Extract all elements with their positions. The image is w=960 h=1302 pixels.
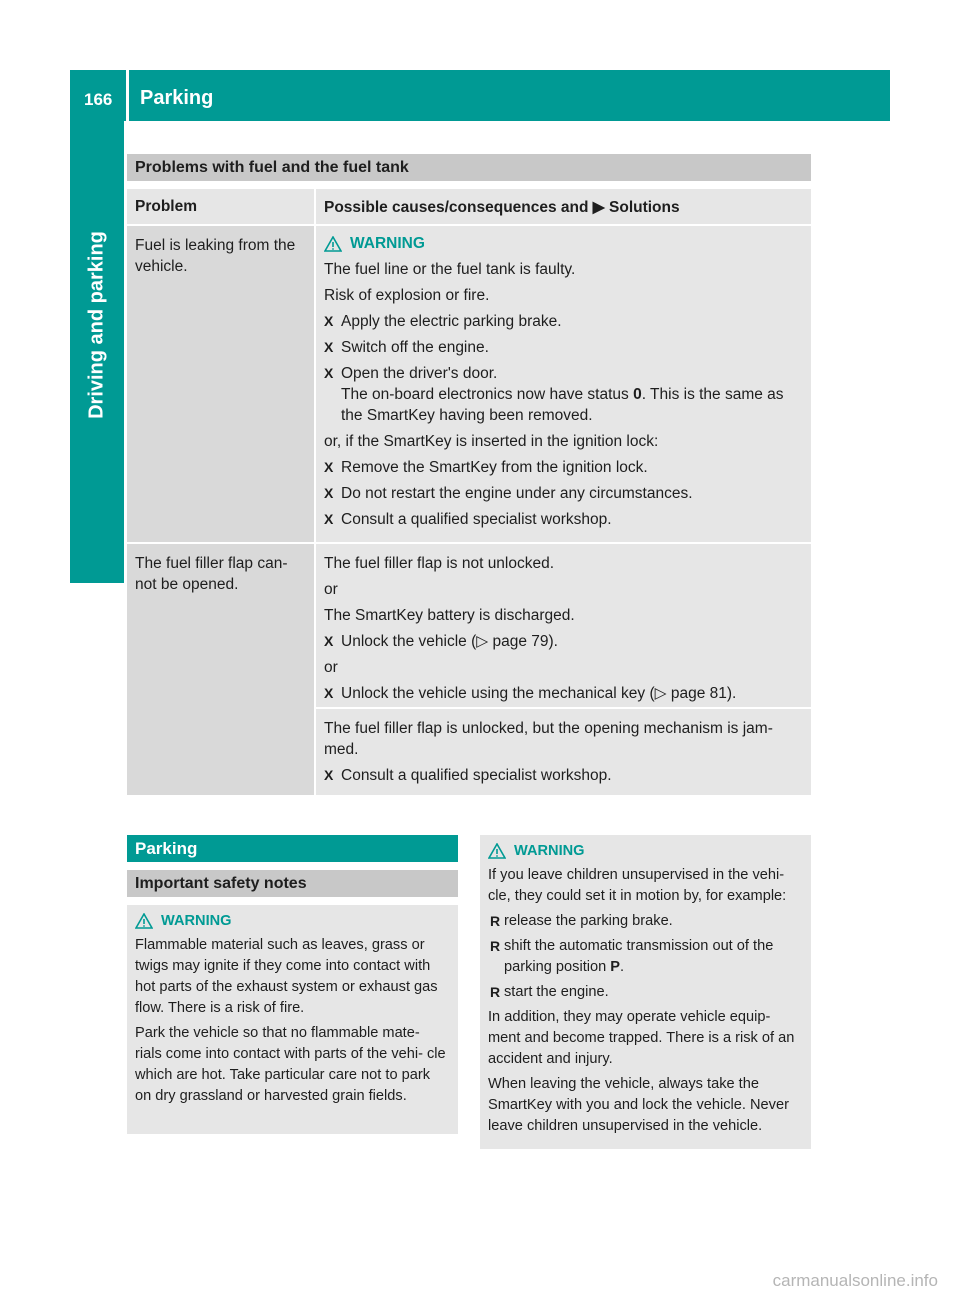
consequence-text: Risk of explosion or fire.	[324, 287, 490, 304]
cause-text: The fuel filler flap is not unlocked.	[324, 555, 555, 572]
problem-cell-filler-flap: The fuel filler flap can- not be opened.	[127, 544, 314, 795]
list-item-text: start the engine.	[504, 984, 609, 1000]
step-text: Do not restart the engine under any circumstances.	[341, 485, 693, 502]
chapter-marker-square	[70, 529, 124, 583]
list-item	[488, 911, 803, 932]
step-item	[324, 765, 803, 786]
column-header-solutions: Possible causes/consequences and ▶ Solutions	[316, 189, 811, 224]
warning-box-fire	[127, 905, 458, 1134]
cause-text: The fuel filler flap is unlocked, but the opening mechanism is jam- med.	[324, 720, 773, 758]
step-item	[324, 337, 803, 358]
step-marker: X	[324, 485, 334, 501]
column-header-problem: Problem	[127, 189, 314, 224]
solution-cell-filler-flap-jammed	[316, 709, 811, 795]
step-marker: X	[324, 339, 334, 355]
section-title-parking: Parking	[127, 835, 458, 862]
step-text: Remove the SmartKey from the ignition lock.	[341, 459, 648, 476]
list-item	[488, 982, 803, 1003]
warning-label: WARNING	[350, 235, 425, 252]
warning-text: In addition, they may operate vehicle equip- ment and become trapped. There is a risk of an accident and injury.	[488, 1009, 795, 1067]
warning-text: Park the vehicle so that no flammable mate- rials come into contact with parts of the vehi- cle which are hot. Take particular care not to park on dry grassland or harvested grain fields.	[135, 1025, 446, 1104]
chapter-side-tab	[70, 121, 124, 529]
warning-label: WARNING	[514, 843, 585, 859]
gear-position: P	[610, 959, 621, 975]
step-item	[324, 311, 803, 332]
page-header	[70, 70, 890, 121]
list-item	[488, 936, 803, 978]
step-item	[324, 683, 803, 704]
warning-heading	[324, 235, 803, 253]
step-marker: X	[324, 767, 334, 783]
warning-text: When leaving the vehicle, always take the SmartKey with you and lock the vehicle. Never leave children unsupervised in the vehicle.	[488, 1076, 789, 1134]
warning-text: Flammable material such as leaves, grass or twigs may ignite if they come into contact with hot parts of the exhaust system or exhaust gas flow. There is a risk of fire.	[135, 937, 438, 1016]
chapter-label: Driving and parking	[85, 231, 108, 419]
step-text: Unlock the vehicle (▷ page 79).	[341, 633, 558, 650]
cause-text: The fuel line or the fuel tank is faulty.	[324, 261, 576, 278]
step-text: Unlock the vehicle using the mechanical key (▷ page 81).	[341, 685, 737, 702]
bullet-marker: R	[490, 984, 501, 1000]
page-title: Parking	[140, 87, 214, 109]
step-marker: X	[324, 633, 334, 649]
step-text: Consult a qualified specialist workshop.	[341, 511, 612, 528]
step-marker: X	[324, 685, 334, 701]
step-item	[324, 363, 803, 426]
problem-cell-fuel-leak: Fuel is leaking from the vehicle.	[127, 226, 314, 542]
watermark: carmanualsonline.info	[772, 1271, 938, 1290]
step-marker: X	[324, 511, 334, 527]
status-value: 0	[633, 386, 642, 403]
list-item-text: shift the automatic transmission out of the parking position	[504, 938, 774, 975]
solution-cell-fuel-leak	[316, 226, 811, 542]
table-title: Problems with fuel and the fuel tank	[127, 154, 811, 181]
step-marker: X	[324, 313, 334, 329]
warning-heading	[135, 913, 450, 929]
cause-text: The SmartKey battery is discharged.	[324, 607, 575, 624]
step-note: The on-board electronics now have status	[341, 386, 634, 403]
solution-cell-filler-flap-locked	[316, 544, 811, 707]
step-text: Switch off the engine.	[341, 339, 489, 356]
step-text: Consult a qualified specialist workshop.	[341, 767, 612, 784]
warning-triangle-icon	[135, 913, 153, 929]
step-marker: X	[324, 365, 334, 381]
warning-triangle-icon	[324, 236, 342, 252]
step-marker: X	[324, 459, 334, 475]
step-text: Apply the electric parking brake.	[341, 313, 562, 330]
step-item	[324, 483, 803, 504]
bullet-marker: R	[490, 913, 501, 929]
warning-box-children	[480, 835, 811, 1149]
warning-triangle-icon	[488, 843, 506, 859]
list-item-text-end: .	[620, 959, 625, 975]
warning-heading	[488, 843, 803, 859]
step-text: Open the driver's door.	[341, 365, 498, 382]
step-item	[324, 509, 803, 530]
or-text: or	[324, 659, 338, 676]
step-item	[324, 631, 803, 652]
step-item	[324, 457, 803, 478]
condition-text: or, if the SmartKey is inserted in the ignition lock:	[324, 433, 659, 450]
list-item-text: release the parking brake.	[504, 913, 673, 929]
page-number: 166	[84, 90, 113, 109]
warning-text: If you leave children unsupervised in the vehi- cle, they could set it in motion by, for example:	[488, 867, 787, 904]
bullet-marker: R	[490, 938, 501, 954]
warning-label: WARNING	[161, 913, 232, 929]
subsection-title-safety: Important safety notes	[127, 870, 458, 897]
or-text: or	[324, 581, 338, 598]
header-divider	[126, 70, 129, 121]
step-note-cont: . This is the same as the SmartKey having been removed.	[341, 386, 784, 424]
